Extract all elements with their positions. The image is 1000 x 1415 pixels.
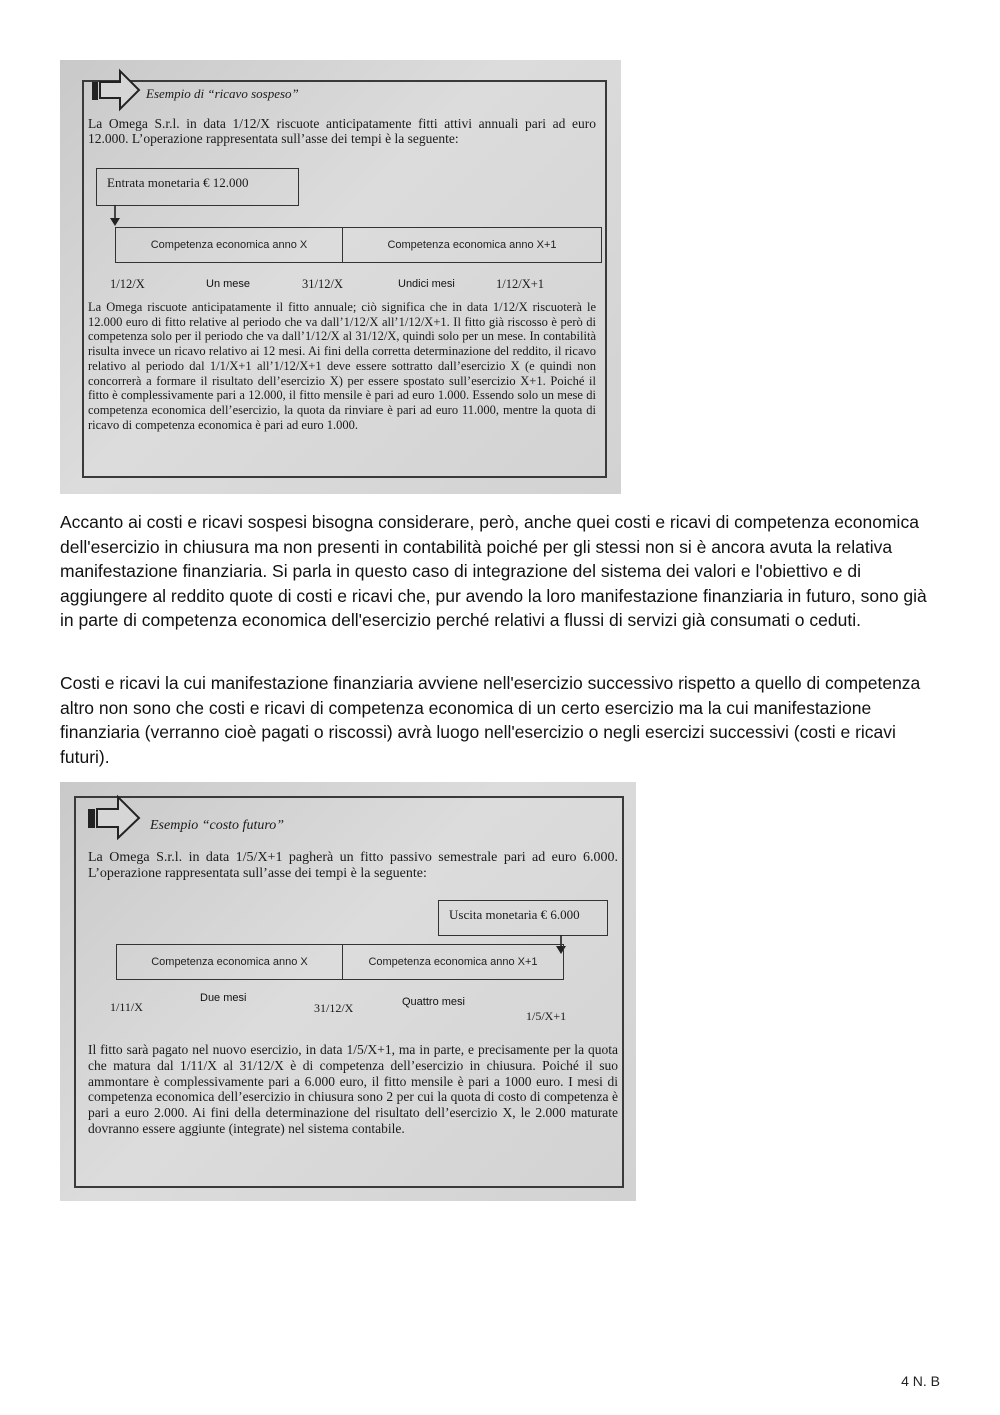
timeline-bar (115, 227, 602, 263)
timeline-date-start: 1/11/X (110, 1000, 143, 1014)
example-intro: La Omega S.r.l. in data 1/5/X+1 pagherà un fitto passivo semestrale pari ad euro 6.000. L’operazione rappresentata sull’asse dei tempi è la seguente: (88, 850, 618, 881)
timeline-segment-year-x: Competenza economica anno X (151, 956, 308, 968)
example-title: Esempio “costo futuro” (150, 818, 285, 833)
timeline-period-before: Un mese (206, 278, 251, 290)
timeline-period-after: Quattro mesi (402, 996, 465, 1008)
cash-out-box: Uscita monetaria € 6.000 (438, 900, 608, 936)
timeline-date-end: 1/5/X+1 (526, 1009, 567, 1023)
example-ricavo-sospeso-image (60, 60, 621, 494)
timeline-date-end: 1/12/X+1 (496, 277, 545, 291)
cash-in-box: Entrata monetaria € 12.000 (96, 168, 299, 206)
example-title: Esempio di “ricavo sospeso” (146, 86, 299, 101)
page-number: 4 N. B (901, 1373, 940, 1389)
body-paragraph: Costi e ricavi la cui manifestazione finanziaria avviene nell'esercizio successivo rispetto a quello di competenza altro non sono che costi e ricavi di competenza economica di un certo esercizio ma la cui manifestazione finanziaria (verranno cioè pagati o riscossi) avrà luogo nell'esercizio o negli esercizi successivi (costi e ricavi futuri). (60, 673, 921, 767)
arrow-right-icon (86, 794, 142, 840)
timeline-period-after: Undici mesi (398, 278, 455, 290)
timeline-date-year-end: 31/12/X (314, 1001, 354, 1015)
body-paragraph: Accanto ai costi e ricavi sospesi bisogna considerare, però, anche quei costi e ricavi di competenza economica dell'esercizio in chiusura ma non presenti in contabilità poiché per gli stessi non si è ancora avuta la relativa manifestazione finanziaria. Si parla in questo caso di integrazione del sistema dei valori e l'obiettivo e di aggiungere al reddito quote di costi e ricavi che, pur avendo la loro manifestazione finanziaria in futuro, sono già in parte di competenza economica dell'esercizio perché relativi a flussi di servizi già consumati o ceduti. (60, 512, 927, 630)
example-explanation: Il fitto sarà pagato nel nuovo esercizio, in data 1/5/X+1, ma in parte, e precisamente per la quota che matura dal 1/11/X al 31/12/X è di competenza dell’esercizio in chiusura. Poiché il suo ammontare è complessivamente pari a 6.000 euro, il fitto mensile è pari a 1000 euro. I mesi di competenza economica dell’esercizio in chiusura sono 2 per cui la quota di costo di competenza è pari a euro 2.000. Ai fini della determinazione del risultato dell’esercizio X, le 2.000 maturate dovranno essere aggiunte (integrate) nel sistema contabile. (88, 1042, 618, 1136)
timeline-date-start: 1/12/X (110, 277, 145, 291)
arrow-right-icon (90, 68, 142, 112)
timeline-segment-year-x1: Competenza economica anno X+1 (342, 228, 601, 262)
timeline-date-year-end: 31/12/X (302, 277, 343, 291)
example-intro: La Omega S.r.l. in data 1/12/X riscuote anticipatamente fitti attivi annuali pari ad euro 12.000. L’operazione rappresentata sull’asse dei tempi è la seguente: (88, 116, 596, 146)
timeline-bar (116, 944, 564, 980)
timeline-period-before: Due mesi (200, 992, 247, 1004)
example-costo-futuro-image (60, 782, 636, 1201)
down-arrow-icon (109, 205, 121, 227)
timeline-segment-year-x1: Competenza economica anno X+1 (342, 945, 563, 979)
example-explanation: La Omega riscuote anticipatamente il fitto annuale; ciò significa che in data 1/12/X riscuoterà le 12.000 euro di fitto relative al periodo che va dall’1/12/X all’1/12/X+1. Il fitto già riscosso è però di competenza solo per il periodo che va dall’1/12/X al 31/12/X, quindi solo per un mese. In contabilità risulta invece un ricavo relativo ai 12 mesi. Ai fini della corretta determinazione del reddito, il ricavo relativo al periodo dal 1/1/X+1 all’1/12/X+1 deve essere sottratto dall’esercizio X (e quindi non concorrerà a formare il risultato dell’esercizio X) per essere spostato sull’esercizio X+1. Poiché il fitto è complessivamente pari a 12.000, il fitto mensile è pari ad euro 1.000. Essendo solo un mese di competenza economica dell’esercizio, la quota da rinviare è pari ad euro 11.000, mentre la quota di ricavo di competenza economica è pari ad euro 1.000. (88, 300, 596, 432)
timeline-segment-year-x: Competenza economica anno X (150, 239, 308, 251)
